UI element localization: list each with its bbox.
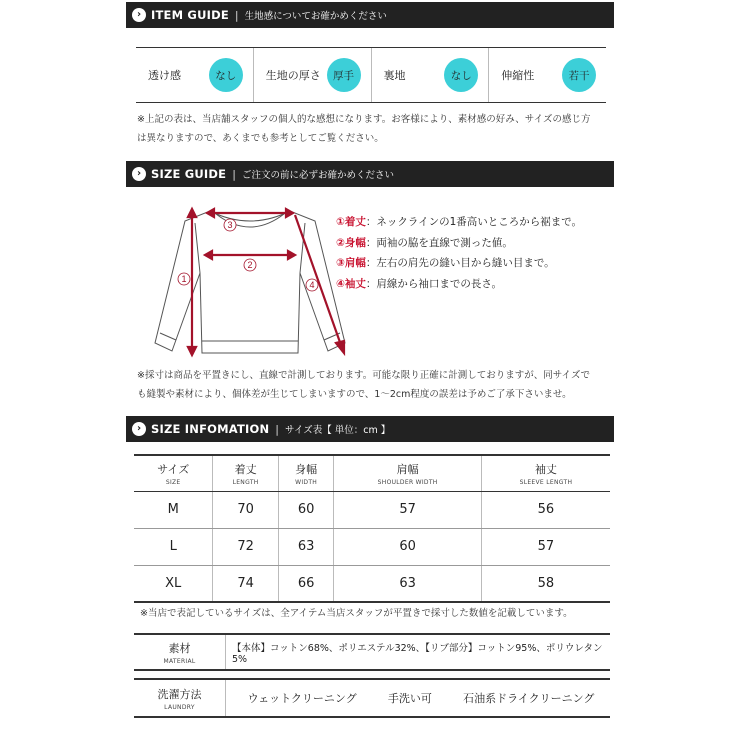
size-info-banner: › SIZE INFOMATION | サイズ表【 単位：cm 】 bbox=[126, 416, 614, 442]
rating-badge: なし bbox=[444, 58, 478, 92]
laundry-item: 石油系ドライクリーニング bbox=[463, 692, 595, 705]
table-row: M 70 60 57 56 bbox=[134, 491, 610, 528]
table-header-row: サイズ SIZE 着丈 LENGTH 身幅 WIDTH 肩幅 SHOULDER WIDTH 袖丈 SLEEVE LENGTH bbox=[134, 455, 610, 491]
measurement-definitions bbox=[336, 212, 582, 294]
marker-sleeve: 4 bbox=[309, 280, 315, 290]
size-info-subtitle: サイズ表【 単位：cm 】 bbox=[285, 425, 391, 436]
rating-badge: 厚手 bbox=[327, 58, 361, 92]
item-guide-subtitle: 生地感についてお確かめください bbox=[244, 11, 387, 22]
size-guide-subtitle: ご注文の前に必ずお確かめください bbox=[241, 170, 394, 181]
item-guide-table bbox=[136, 47, 606, 103]
marker-width: 2 bbox=[247, 260, 253, 270]
guide-cell-stretch: 伸縮性 若干 bbox=[489, 48, 606, 102]
guide-cell-lining: 裏地 なし bbox=[372, 48, 490, 102]
size-table bbox=[134, 454, 610, 603]
marker-length: 1 bbox=[181, 274, 187, 284]
rating-badge: なし bbox=[209, 58, 243, 92]
material-value: 【本体】コットン68%、ポリエステル32%、【リブ部分】コットン95%、ポリウレタン5% bbox=[232, 642, 603, 665]
guide-cell-transparency: 透け感 なし bbox=[136, 48, 254, 102]
definition-width: ②身幅：両袖の脇を直線で測った値。 bbox=[336, 236, 513, 249]
laundry-item: ウェットクリーニング bbox=[247, 692, 357, 705]
marker-shoulder: 3 bbox=[227, 220, 233, 230]
laundry-row: 洗濯方法 LAUNDRY ウェットクリーニング 手洗い可 石油系ドライクリーニング bbox=[134, 678, 610, 718]
size-table-note: ※当店で表記しているサイズは、全アイテム当店スタッフが平置きで採寸した数値を記載しています。 bbox=[140, 608, 573, 619]
size-guide-note: ※採寸は商品を平置きにし、直線で計測しております。可能な限り正確に計測しておりますが、同サイズで も縫製や素材により、個体差が生じてしまいますので、1〜2cm程度の誤差は予めご了承下さいませ。 bbox=[137, 370, 590, 400]
chevron-right-icon: › bbox=[132, 8, 146, 22]
rating-badge: 若干 bbox=[562, 58, 596, 92]
item-guide-banner: › ITEM GUIDE | 生地感についてお確かめください bbox=[126, 2, 614, 28]
laundry-item: 手洗い可 bbox=[387, 692, 432, 705]
item-guide-note: ※上記の表は、当店舗スタッフの個人的な感想になります。お客様により、素材感の好み、サイズの感じ方 は異なりますので、あくまでも参考としてご覧ください。 bbox=[137, 114, 591, 144]
sweater-measurement-diagram bbox=[150, 203, 350, 358]
definition-shoulder: ③肩幅：左右の肩先の縫い目から縫い目まで。 bbox=[336, 257, 555, 269]
size-guide-banner: › SIZE GUIDE | ご注文の前に必ずお確かめください bbox=[126, 161, 614, 187]
size-info-title: SIZE INFOMATION bbox=[151, 422, 270, 436]
definition-length: ①着丈：ネックラインの1番高いところから裾まで。 bbox=[336, 216, 583, 228]
definition-sleeve: ④袖丈：肩線から袖口までの長さ。 bbox=[336, 277, 502, 290]
chevron-right-icon: › bbox=[132, 422, 146, 436]
item-guide-title: ITEM GUIDE bbox=[151, 8, 229, 22]
chevron-right-icon: › bbox=[132, 167, 146, 181]
table-row: L 72 63 60 57 bbox=[134, 528, 610, 565]
table-row: XL 74 66 63 58 bbox=[134, 565, 610, 602]
guide-cell-thickness: 生地の厚さ 厚手 bbox=[254, 48, 372, 102]
material-row: 素材 MATERIAL 【本体】コットン68%、ポリエステル32%、【リブ部分】コットン95%、ポリウレタン5% bbox=[134, 633, 610, 671]
size-guide-title: SIZE GUIDE bbox=[151, 167, 227, 181]
